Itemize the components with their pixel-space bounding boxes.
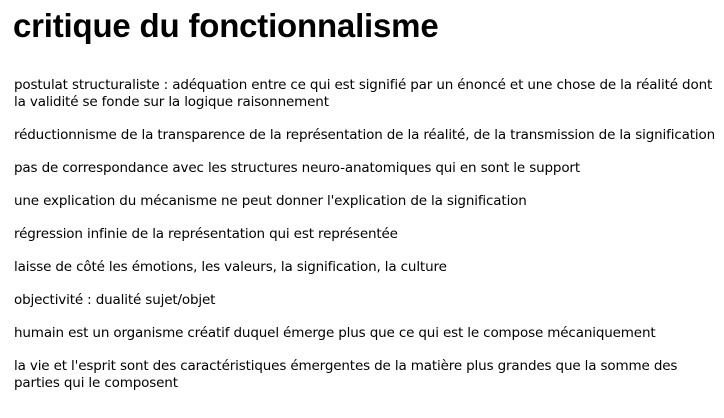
list-item: la vie et l'esprit sont des caractéristiques émergentes de la matière plus grandes que la somme des parties qui le composent [14, 358, 678, 391]
list-item: postulat structuraliste : adéquation entre ce qui est signifié par un énoncé et une chose de la réalité dont la validité se fonde sur la logique raisonnement [14, 77, 713, 110]
page-title: critique du fonctionnalisme [13, 7, 439, 44]
bullet-list [14, 77, 720, 408]
list-item: réductionnisme de la transparence de la représentation de la réalité, de la transmission de la signification [14, 127, 716, 143]
list-item: laisse de côté les émotions, les valeurs, la signification, la culture [14, 259, 447, 275]
list-item: régression infinie de la représentation qui est représentée [14, 226, 398, 242]
list-item: humain est un organisme créatif duquel émerge plus que ce qui est le compose mécaniquement [14, 325, 656, 341]
list-item: objectivité : dualité sujet/objet [14, 292, 216, 308]
list-item: une explication du mécanisme ne peut donner l'explication de la signification [14, 193, 527, 209]
list-item: pas de correspondance avec les structures neuro-anatomiques qui en sont le support [14, 160, 580, 176]
